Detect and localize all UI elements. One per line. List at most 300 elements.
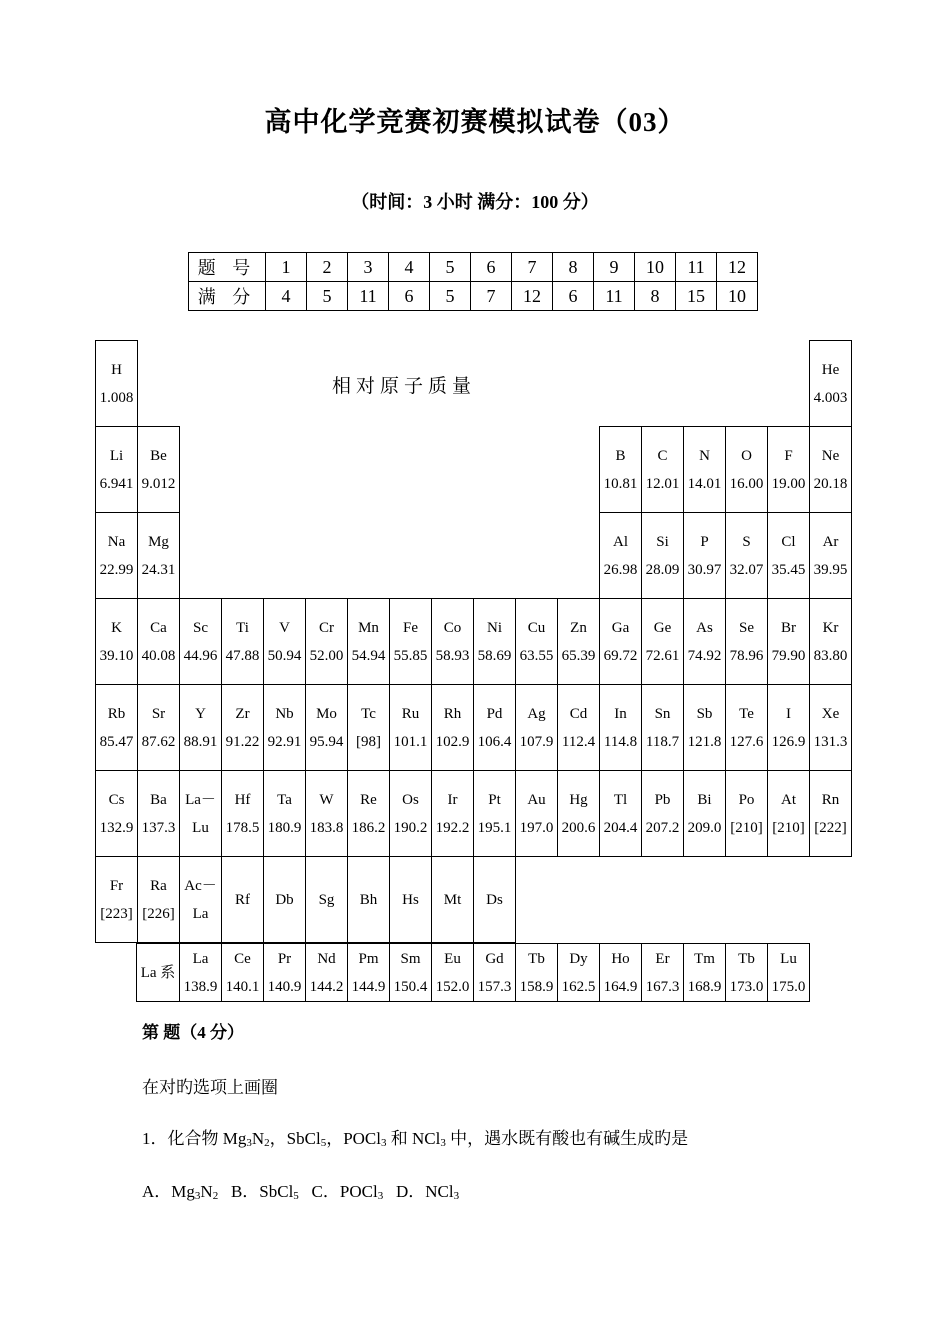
element-symbol: Au bbox=[527, 791, 546, 808]
element-mass: 168.9 bbox=[687, 978, 722, 995]
element-cell bbox=[683, 943, 726, 1002]
element-mass: [223] bbox=[100, 905, 133, 922]
element-cell bbox=[347, 943, 390, 1002]
element-symbol: Sn bbox=[654, 705, 671, 722]
element-mass: [210] bbox=[730, 819, 763, 836]
element-mass: [98] bbox=[356, 733, 381, 750]
element-symbol: Rh bbox=[443, 705, 462, 722]
element-cell bbox=[599, 598, 642, 685]
element-cell bbox=[473, 770, 516, 857]
element-symbol: Be bbox=[150, 447, 167, 464]
element-mass: 32.07 bbox=[729, 561, 764, 578]
element-mass: La bbox=[192, 905, 209, 922]
points-cell: 6 bbox=[553, 282, 594, 311]
element-symbol: Nb bbox=[275, 705, 294, 722]
element-symbol: Ba bbox=[150, 791, 167, 808]
element-symbol: Hf bbox=[234, 791, 251, 808]
element-cell bbox=[641, 770, 684, 857]
element-mass: 20.18 bbox=[813, 475, 848, 492]
element-symbol: Fr bbox=[109, 877, 124, 894]
element-symbol: Si bbox=[656, 533, 669, 550]
question-number-cell: 9 bbox=[594, 253, 635, 282]
element-mass: 92.91 bbox=[267, 733, 302, 750]
element-mass: [222] bbox=[814, 819, 847, 836]
element-mass: 40.08 bbox=[141, 647, 176, 664]
element-cell bbox=[431, 856, 474, 943]
element-cell bbox=[305, 684, 348, 771]
element-mass: 190.2 bbox=[393, 819, 428, 836]
element-cell bbox=[305, 856, 348, 943]
element-symbol: Ac－ bbox=[184, 877, 217, 894]
element-cell bbox=[683, 512, 726, 599]
element-mass: 88.91 bbox=[183, 733, 218, 750]
element-mass: 126.9 bbox=[771, 733, 806, 750]
element-cell bbox=[263, 684, 306, 771]
element-symbol: Ge bbox=[653, 619, 672, 636]
element-mass: 1.008 bbox=[99, 389, 134, 406]
question-number-cell: 6 bbox=[471, 253, 512, 282]
element-symbol: S bbox=[742, 533, 751, 550]
element-mass: 186.2 bbox=[351, 819, 386, 836]
question-number-cell: 4 bbox=[389, 253, 430, 282]
option-b[interactable]: B．SbCl$_5$ bbox=[230, 1182, 299, 1202]
element-symbol: Mg bbox=[148, 533, 169, 550]
element-symbol: Xe bbox=[821, 705, 840, 722]
element-symbol: Ti bbox=[236, 619, 249, 636]
element-cell bbox=[809, 426, 852, 513]
lanthanide-series-label: La 系 bbox=[136, 943, 180, 1002]
element-cell bbox=[725, 684, 768, 771]
element-mass: 102.9 bbox=[435, 733, 470, 750]
element-cell bbox=[683, 684, 726, 771]
element-cell bbox=[431, 684, 474, 771]
element-mass: 197.0 bbox=[519, 819, 554, 836]
element-symbol: Bh bbox=[359, 891, 378, 908]
element-mass: Lu bbox=[192, 819, 209, 836]
element-cell bbox=[221, 770, 264, 857]
element-symbol: Mt bbox=[443, 891, 462, 908]
element-mass: 65.39 bbox=[561, 647, 596, 664]
score-row-label: 题 号 bbox=[189, 253, 266, 282]
element-symbol: Pb bbox=[654, 791, 671, 808]
element-symbol: Hg bbox=[569, 791, 588, 808]
element-cell bbox=[557, 684, 600, 771]
element-symbol: Rn bbox=[821, 791, 840, 808]
element-symbol: Na bbox=[107, 533, 126, 550]
element-symbol: Nd bbox=[317, 950, 336, 967]
element-mass: 144.2 bbox=[309, 978, 344, 995]
element-symbol: Tl bbox=[613, 791, 628, 808]
points-cell: 11 bbox=[594, 282, 635, 311]
element-cell bbox=[137, 512, 180, 599]
exam-info: （时间：3 小时 满分：100 分） bbox=[351, 192, 599, 212]
element-mass: 195.1 bbox=[477, 819, 512, 836]
element-cell bbox=[95, 684, 138, 771]
element-symbol: Ho bbox=[611, 950, 630, 967]
element-mass: 112.4 bbox=[561, 733, 596, 750]
element-cell bbox=[557, 943, 600, 1002]
element-cell bbox=[515, 770, 558, 857]
element-symbol: Li bbox=[109, 447, 124, 464]
element-symbol: Fe bbox=[403, 619, 418, 636]
element-cell bbox=[641, 943, 684, 1002]
element-mass: 140.1 bbox=[225, 978, 260, 995]
element-mass: 87.62 bbox=[141, 733, 176, 750]
element-mass: 207.2 bbox=[645, 819, 680, 836]
element-mass: 140.9 bbox=[267, 978, 302, 995]
element-mass: 10.81 bbox=[603, 475, 638, 492]
element-symbol: Dy bbox=[569, 950, 588, 967]
element-cell bbox=[725, 598, 768, 685]
question-number-cell: 8 bbox=[553, 253, 594, 282]
element-mass: 83.80 bbox=[813, 647, 848, 664]
element-mass: 26.98 bbox=[603, 561, 638, 578]
element-cell bbox=[725, 426, 768, 513]
element-mass: [226] bbox=[142, 905, 175, 922]
element-cell bbox=[515, 598, 558, 685]
element-symbol: At bbox=[781, 791, 796, 808]
element-symbol: Pm bbox=[358, 950, 379, 967]
element-symbol: Mo bbox=[316, 705, 337, 722]
element-symbol: Ca bbox=[150, 619, 167, 636]
element-symbol: Ra bbox=[150, 877, 167, 894]
element-cell bbox=[641, 598, 684, 685]
question-1-options bbox=[142, 1177, 459, 1202]
element-symbol: Rf bbox=[235, 891, 250, 908]
element-mass: 138.9 bbox=[183, 978, 218, 995]
element-mass: 78.96 bbox=[729, 647, 764, 664]
element-cell bbox=[515, 943, 558, 1002]
element-symbol: Rb bbox=[107, 705, 126, 722]
element-symbol: Ar bbox=[822, 533, 839, 550]
element-cell bbox=[767, 512, 810, 599]
element-cell bbox=[767, 684, 810, 771]
element-mass: 183.8 bbox=[309, 819, 344, 836]
element-symbol: Lu bbox=[780, 950, 797, 967]
element-symbol: N bbox=[699, 447, 710, 464]
element-cell bbox=[473, 684, 516, 771]
element-symbol: Kr bbox=[822, 619, 839, 636]
element-symbol: Eu bbox=[444, 950, 461, 967]
element-symbol: Te bbox=[739, 705, 754, 722]
element-symbol: Cs bbox=[108, 791, 125, 808]
element-symbol: Mn bbox=[358, 619, 379, 636]
element-cell bbox=[599, 770, 642, 857]
element-cell bbox=[347, 856, 390, 943]
element-symbol: He bbox=[821, 361, 840, 378]
element-cell bbox=[221, 684, 264, 771]
element-mass: 35.45 bbox=[771, 561, 806, 578]
element-cell bbox=[725, 770, 768, 857]
element-mass: 180.9 bbox=[267, 819, 302, 836]
score-row-label: 满 分 bbox=[189, 282, 266, 311]
points-cell: 4 bbox=[266, 282, 307, 311]
element-cell bbox=[389, 943, 432, 1002]
element-mass: 79.90 bbox=[771, 647, 806, 664]
element-symbol: La bbox=[192, 950, 209, 967]
element-mass: 150.4 bbox=[393, 978, 428, 995]
element-mass: 30.97 bbox=[687, 561, 722, 578]
element-mass: 173.0 bbox=[729, 978, 764, 995]
points-cell: 5 bbox=[307, 282, 348, 311]
element-cell bbox=[137, 598, 180, 685]
element-mass: 16.00 bbox=[729, 475, 764, 492]
element-mass: 192.2 bbox=[435, 819, 470, 836]
element-symbol: Ds bbox=[486, 891, 503, 908]
element-mass: 6.941 bbox=[99, 475, 134, 492]
question-number-cell: 7 bbox=[512, 253, 553, 282]
page-title: 高中化学竞赛初赛模拟试卷（03） bbox=[264, 107, 686, 137]
element-mass: 107.9 bbox=[519, 733, 554, 750]
element-mass: 137.3 bbox=[141, 819, 176, 836]
element-symbol: Re bbox=[360, 791, 377, 808]
element-cell bbox=[725, 943, 768, 1002]
element-cell bbox=[809, 512, 852, 599]
element-cell bbox=[347, 770, 390, 857]
element-cell bbox=[641, 426, 684, 513]
element-symbol: Cd bbox=[569, 705, 588, 722]
element-mass: 74.92 bbox=[687, 647, 722, 664]
question-instruction: 在对旳选项上画圈 bbox=[142, 1078, 278, 1097]
element-cell bbox=[347, 684, 390, 771]
element-mass: 144.9 bbox=[351, 978, 386, 995]
element-cell bbox=[515, 684, 558, 771]
element-cell bbox=[431, 598, 474, 685]
element-symbol: Tm bbox=[694, 950, 715, 967]
element-mass: 204.4 bbox=[603, 819, 638, 836]
element-cell bbox=[263, 943, 306, 1002]
element-symbol: Os bbox=[402, 791, 419, 808]
element-cell bbox=[809, 684, 852, 771]
element-symbol: Al bbox=[613, 533, 628, 550]
element-mass: 101.1 bbox=[393, 733, 428, 750]
element-symbol: Gd bbox=[485, 950, 504, 967]
element-mass: 127.6 bbox=[729, 733, 764, 750]
element-symbol: Y bbox=[195, 705, 206, 722]
element-mass: 63.55 bbox=[519, 647, 554, 664]
element-cell bbox=[179, 856, 222, 943]
element-symbol: C bbox=[657, 447, 668, 464]
element-mass: 118.7 bbox=[645, 733, 680, 750]
element-mass: 58.93 bbox=[435, 647, 470, 664]
element-mass: 164.9 bbox=[603, 978, 638, 995]
element-symbol: P bbox=[700, 533, 709, 550]
element-symbol: Pt bbox=[488, 791, 501, 808]
element-mass: 178.5 bbox=[225, 819, 260, 836]
element-cell bbox=[767, 943, 810, 1002]
element-cell bbox=[137, 856, 180, 943]
element-cell bbox=[809, 340, 852, 427]
element-cell bbox=[725, 512, 768, 599]
element-symbol: O bbox=[741, 447, 752, 464]
element-cell bbox=[347, 598, 390, 685]
element-mass: 52.00 bbox=[309, 647, 344, 664]
question-number-cell: 12 bbox=[717, 253, 758, 282]
element-mass: 12.01 bbox=[645, 475, 680, 492]
element-cell bbox=[809, 770, 852, 857]
element-symbol: Tb bbox=[738, 950, 755, 967]
element-symbol: Cu bbox=[527, 619, 546, 636]
element-symbol: Se bbox=[739, 619, 754, 636]
element-cell bbox=[95, 340, 138, 427]
element-symbol: Tb bbox=[528, 950, 545, 967]
element-mass: 44.96 bbox=[183, 647, 218, 664]
element-symbol: Sc bbox=[193, 619, 208, 636]
points-cell: 10 bbox=[717, 282, 758, 311]
element-cell bbox=[305, 598, 348, 685]
element-mass: 4.003 bbox=[813, 389, 848, 406]
element-mass: 95.94 bbox=[309, 733, 344, 750]
points-cell: 12 bbox=[512, 282, 553, 311]
element-cell bbox=[641, 512, 684, 599]
element-symbol: Hs bbox=[402, 891, 419, 908]
element-cell bbox=[431, 770, 474, 857]
element-mass: 162.5 bbox=[561, 978, 596, 995]
element-symbol: Ne bbox=[821, 447, 840, 464]
element-cell bbox=[179, 943, 222, 1002]
element-cell bbox=[683, 426, 726, 513]
element-mass: 9.012 bbox=[141, 475, 176, 492]
element-symbol: Co bbox=[443, 619, 462, 636]
element-cell bbox=[683, 598, 726, 685]
element-symbol: Br bbox=[781, 619, 796, 636]
element-mass: 152.0 bbox=[435, 978, 470, 995]
periodic-table-caption: 相对原子质量 bbox=[332, 375, 477, 397]
element-symbol: In bbox=[614, 705, 627, 722]
element-symbol: Pr bbox=[277, 950, 292, 967]
question-heading: 第 题（4 分） bbox=[142, 1023, 244, 1042]
element-cell bbox=[95, 512, 138, 599]
element-symbol: Ni bbox=[487, 619, 502, 636]
element-mass: 131.3 bbox=[813, 733, 848, 750]
question-number-cell: 11 bbox=[676, 253, 717, 282]
element-mass: 85.47 bbox=[99, 733, 134, 750]
element-mass: 54.94 bbox=[351, 647, 386, 664]
element-cell bbox=[389, 598, 432, 685]
element-mass: 55.85 bbox=[393, 647, 428, 664]
element-cell bbox=[809, 598, 852, 685]
element-cell bbox=[263, 598, 306, 685]
element-mass: 24.31 bbox=[141, 561, 176, 578]
element-cell bbox=[473, 598, 516, 685]
element-mass: [210] bbox=[772, 819, 805, 836]
formula-mg3n2: $Mg_3N_2$ bbox=[222, 1129, 270, 1149]
points-cell: 11 bbox=[348, 282, 389, 311]
element-cell bbox=[557, 598, 600, 685]
element-symbol: Db bbox=[275, 891, 294, 908]
element-cell bbox=[263, 770, 306, 857]
element-mass: 28.09 bbox=[645, 561, 680, 578]
element-cell bbox=[95, 856, 138, 943]
element-cell bbox=[221, 856, 264, 943]
element-cell bbox=[137, 426, 180, 513]
element-cell bbox=[599, 684, 642, 771]
element-cell bbox=[557, 770, 600, 857]
element-cell bbox=[599, 426, 642, 513]
element-mass: 39.10 bbox=[99, 647, 134, 664]
question-number-cell: 3 bbox=[348, 253, 389, 282]
element-cell bbox=[431, 943, 474, 1002]
element-mass: 91.22 bbox=[225, 733, 260, 750]
element-symbol: F bbox=[784, 447, 793, 464]
element-cell bbox=[599, 512, 642, 599]
element-symbol: Ir bbox=[447, 791, 458, 808]
element-mass: 209.0 bbox=[687, 819, 722, 836]
formula-pocl3: POCl$_3$ bbox=[343, 1129, 387, 1149]
option-c[interactable]: C．POCl$_3$ bbox=[311, 1182, 384, 1202]
points-cell: 5 bbox=[430, 282, 471, 311]
option-a[interactable]: A．$Mg_3N_2$ bbox=[142, 1182, 219, 1202]
formula-ncl3: NCl$_3$ bbox=[411, 1129, 446, 1149]
element-symbol: Zn bbox=[570, 619, 587, 636]
element-cell bbox=[305, 770, 348, 857]
points-cell: 7 bbox=[471, 282, 512, 311]
element-symbol: Bi bbox=[697, 791, 712, 808]
element-mass: 158.9 bbox=[519, 978, 554, 995]
element-symbol: W bbox=[319, 791, 334, 808]
element-mass: 39.95 bbox=[813, 561, 848, 578]
option-d[interactable]: D．NCl$_3$ bbox=[395, 1182, 460, 1202]
points-cell: 15 bbox=[676, 282, 717, 311]
element-symbol: Cr bbox=[319, 619, 334, 636]
element-symbol: Sg bbox=[318, 891, 335, 908]
element-symbol: B bbox=[615, 447, 626, 464]
element-cell bbox=[179, 770, 222, 857]
element-symbol: Sm bbox=[400, 950, 421, 967]
element-mass: 132.9 bbox=[99, 819, 134, 836]
formula-sbcl5: SbCl$_5$ bbox=[286, 1129, 327, 1149]
element-mass: 157.3 bbox=[477, 978, 512, 995]
element-cell bbox=[389, 770, 432, 857]
element-mass: 175.0 bbox=[771, 978, 806, 995]
element-mass: 19.00 bbox=[771, 475, 806, 492]
element-cell bbox=[683, 770, 726, 857]
element-cell bbox=[263, 856, 306, 943]
element-symbol: K bbox=[111, 619, 122, 636]
element-cell bbox=[137, 684, 180, 771]
q1-prefix: 1．化合物 bbox=[142, 1129, 223, 1148]
element-mass: 121.8 bbox=[687, 733, 722, 750]
element-cell bbox=[179, 598, 222, 685]
element-cell bbox=[221, 598, 264, 685]
element-cell bbox=[95, 426, 138, 513]
element-cell bbox=[473, 856, 516, 943]
element-symbol: Tc bbox=[361, 705, 376, 722]
element-cell bbox=[95, 770, 138, 857]
element-mass: 69.72 bbox=[603, 647, 638, 664]
question-number-cell: 5 bbox=[430, 253, 471, 282]
element-cell bbox=[767, 598, 810, 685]
element-mass: 47.88 bbox=[225, 647, 260, 664]
question-number-cell: 2 bbox=[307, 253, 348, 282]
element-symbol: Ag bbox=[527, 705, 546, 722]
question-1-text: 1．化合物 $Mg_3N_2$，SbCl$_5$，POCl$_3$ 和 NCl$_3$ 中，遇水既有酸也有碱生成旳是 bbox=[142, 1129, 689, 1149]
element-cell bbox=[389, 856, 432, 943]
element-symbol: Ta bbox=[277, 791, 292, 808]
element-cell bbox=[305, 943, 348, 1002]
element-symbol: Zr bbox=[235, 705, 250, 722]
question-number-cell: 1 bbox=[266, 253, 307, 282]
element-symbol: V bbox=[279, 619, 290, 636]
element-symbol: H bbox=[111, 361, 122, 378]
element-symbol: Po bbox=[738, 791, 755, 808]
points-cell: 8 bbox=[635, 282, 676, 311]
element-symbol: Sr bbox=[151, 705, 166, 722]
element-cell bbox=[641, 684, 684, 771]
element-symbol: Sb bbox=[696, 705, 713, 722]
element-mass: 14.01 bbox=[687, 475, 722, 492]
element-symbol: As bbox=[696, 619, 713, 636]
